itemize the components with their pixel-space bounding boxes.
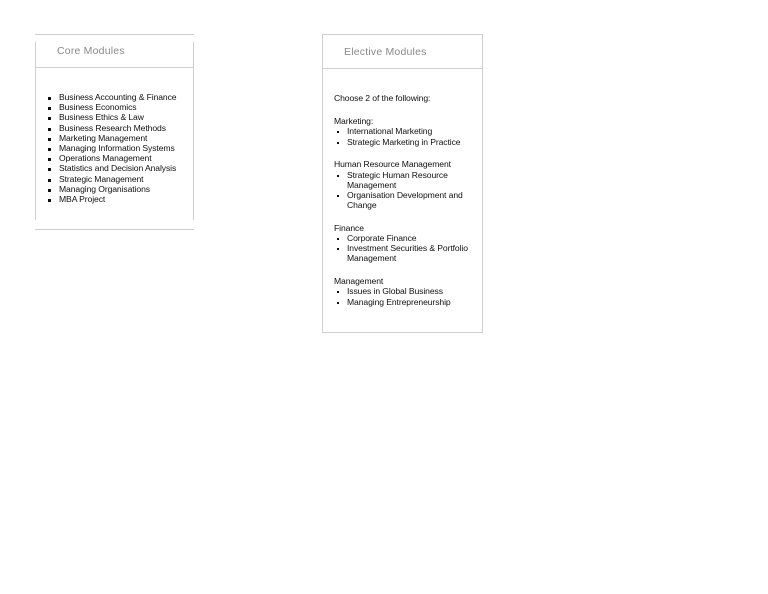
elective-modules-body — [334, 93, 482, 319]
elective-module-item: Investment Securities & Portfolio Management — [347, 243, 482, 263]
elective-group-list — [334, 170, 482, 211]
elective-module-item: Strategic Marketing in Practice — [347, 137, 482, 147]
elective-group-hrm — [334, 159, 482, 210]
core-module-item: Business Economics — [48, 102, 176, 112]
core-module-item: MBA Project — [48, 194, 176, 204]
elective-group-finance — [334, 223, 482, 264]
elective-group-marketing — [334, 116, 482, 147]
core-panel-bottom-rule — [35, 229, 194, 230]
elective-modules-title: Elective Modules — [344, 46, 427, 58]
core-module-item: Marketing Management — [48, 133, 176, 143]
elective-module-item: Managing Entrepreneurship — [347, 297, 482, 307]
core-module-item: Managing Information Systems — [48, 143, 176, 153]
core-module-item: Business Research Methods — [48, 123, 176, 133]
elective-panel-header-divider — [323, 68, 482, 69]
core-modules-panel — [35, 34, 194, 230]
elective-module-item: Issues in Global Business — [347, 286, 482, 296]
elective-group-management — [334, 276, 482, 307]
elective-module-item: International Marketing — [347, 126, 482, 136]
core-modules-list — [48, 92, 176, 204]
core-module-item: Statistics and Decision Analysis — [48, 163, 176, 173]
elective-group-list — [334, 126, 482, 146]
core-panel-header-divider — [35, 67, 194, 68]
elective-group-title: Finance — [334, 222, 364, 233]
core-module-item: Strategic Management — [48, 174, 176, 184]
elective-group-title: Human Resource Management — [334, 159, 451, 170]
core-modules-title: Core Modules — [57, 45, 125, 57]
elective-group-list — [334, 233, 482, 264]
core-panel-top-rule — [35, 34, 194, 35]
elective-modules-panel — [322, 34, 483, 333]
core-module-item: Operations Management — [48, 153, 176, 163]
elective-module-item: Organisation Development and Change — [347, 190, 482, 210]
elective-intro: Choose 2 of the following: — [334, 93, 431, 103]
elective-group-list — [334, 286, 482, 306]
core-module-item: Business Ethics & Law — [48, 112, 176, 122]
core-panel-left-border — [35, 42, 36, 220]
elective-module-item: Strategic Human Resource Management — [347, 170, 482, 190]
core-module-item: Managing Organisations — [48, 184, 176, 194]
elective-group-title: Management — [334, 276, 384, 287]
elective-module-item: Corporate Finance — [347, 233, 482, 243]
core-panel-right-border — [193, 42, 194, 220]
elective-group-title: Marketing: — [334, 116, 374, 127]
core-module-item: Business Accounting & Finance — [48, 92, 176, 102]
